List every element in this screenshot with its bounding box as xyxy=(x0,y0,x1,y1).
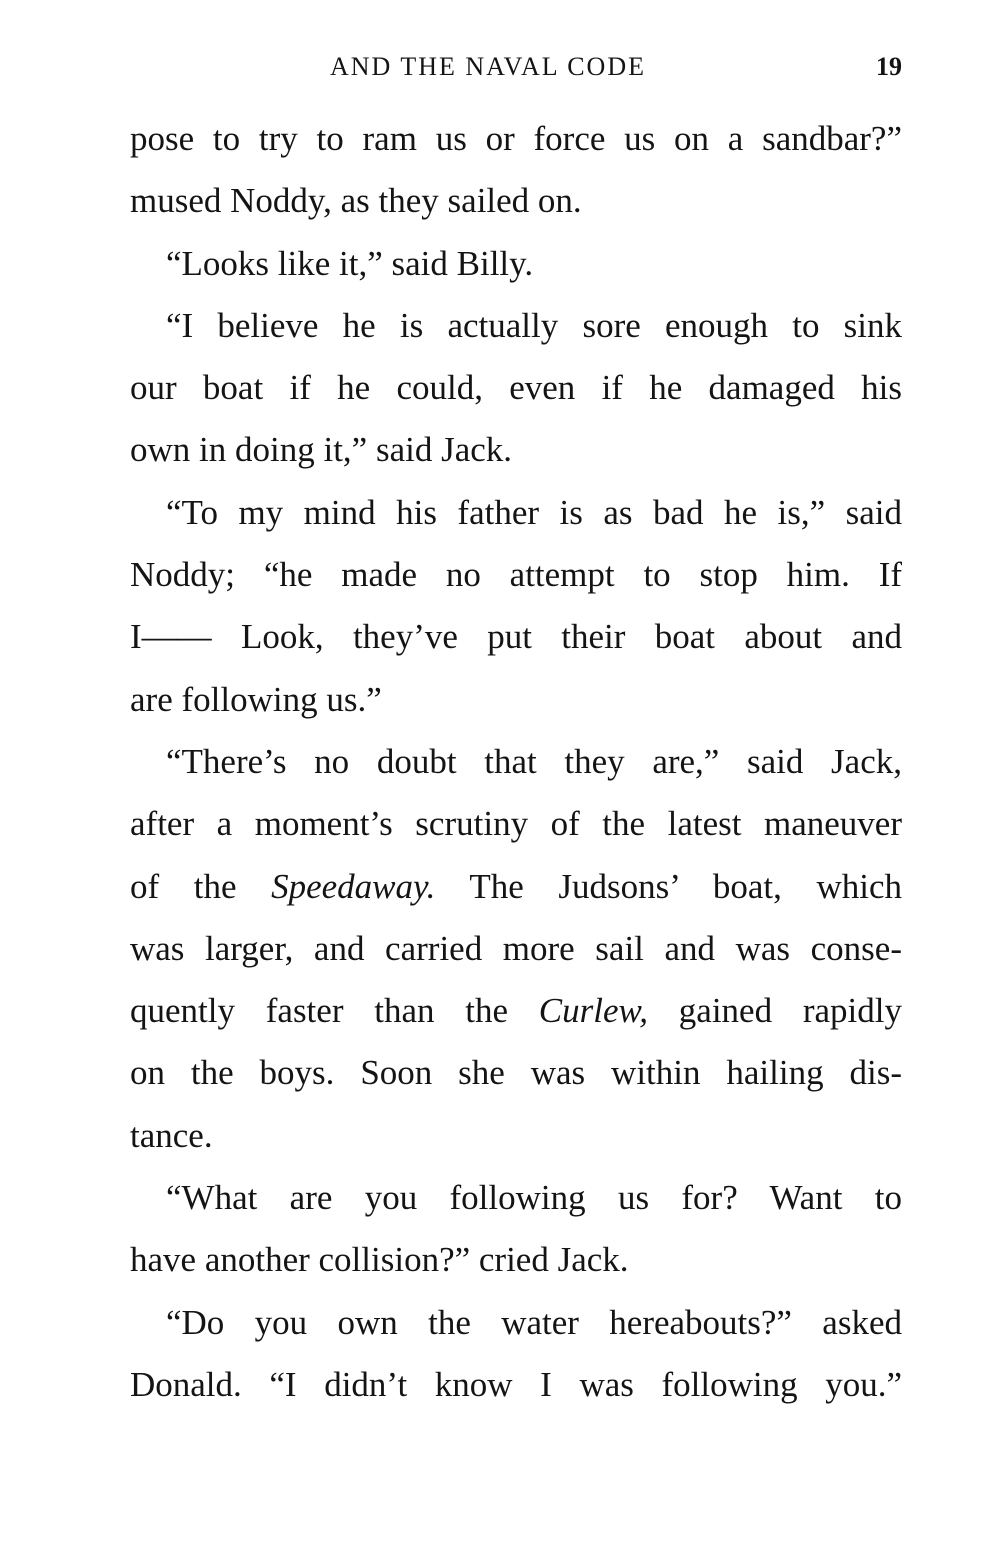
text-run: The Judsons’ boat, which xyxy=(435,866,902,906)
text-line: tance. xyxy=(130,1115,213,1155)
text-line: our boat if he could, even if he damaged his xyxy=(130,368,902,408)
text-line: Noddy; “he made no attempt to stop him. If xyxy=(130,555,902,595)
text-line: I—— Look, they’ve put their boat about and xyxy=(130,617,902,657)
text-line: “Looks like it,” said Billy. xyxy=(166,243,534,283)
text-line: “What are you following us for? Want to xyxy=(166,1178,902,1218)
italic-ship-name: Speedaway. xyxy=(271,866,436,906)
text-run: quently faster than the xyxy=(130,991,539,1031)
text-line: have another collision?” cried Jack. xyxy=(130,1240,629,1280)
text-line: Donald. “I didn’t know I was following you.” xyxy=(130,1364,902,1404)
text-line: are following us.” xyxy=(130,679,382,719)
text-line: mused Noddy, as they sailed on. xyxy=(130,181,582,221)
page-number: 19 xyxy=(876,52,902,81)
text-line: after a moment’s scrutiny of the latest maneuver xyxy=(130,804,902,844)
text-line: “I believe he is actually sore enough to sink xyxy=(166,305,902,345)
text-run: gained rapidly xyxy=(648,991,902,1031)
italic-ship-name: Curlew, xyxy=(538,991,649,1031)
text-line xyxy=(130,856,902,918)
text-line: own in doing it,” said Jack. xyxy=(130,430,513,470)
text-line: pose to try to ram us or force us on a sandbar?” xyxy=(130,119,902,158)
text-line: “To my mind his father is as bad he is,” said xyxy=(166,492,902,532)
running-title: AND THE NAVAL CODE xyxy=(330,52,646,81)
body-text xyxy=(130,108,902,1416)
text-line: was larger, and carried more sail and was conse- xyxy=(130,928,902,968)
text-run: of the xyxy=(130,866,272,906)
text-line: on the boys. Soon she was within hailing dis- xyxy=(130,1053,902,1093)
text-line xyxy=(130,980,902,1042)
text-line: “There’s no doubt that they are,” said Jack, xyxy=(166,741,902,781)
running-head xyxy=(130,52,902,92)
text-line: “Do you own the water hereabouts?” asked xyxy=(166,1302,902,1342)
